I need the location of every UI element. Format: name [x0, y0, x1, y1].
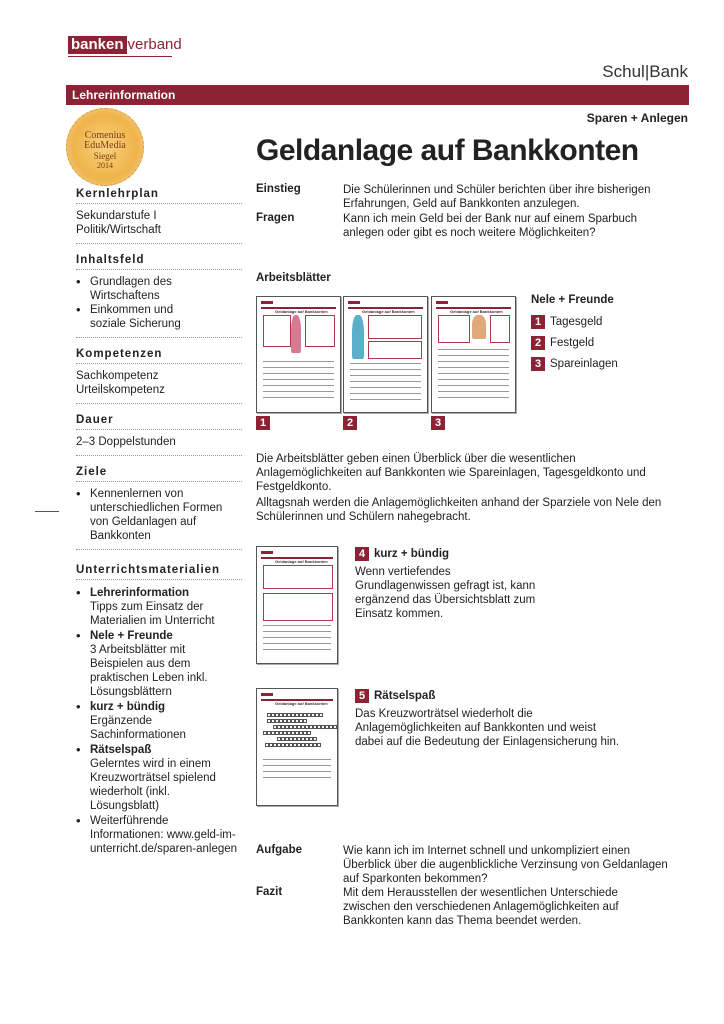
crossword-cell [317, 743, 321, 747]
list-item: • Kennenlernen von unterschiedlichen Formen von Geldanlagen auf Bankkonten [76, 487, 230, 543]
nele-item-number: 2 [531, 336, 545, 350]
raetsel-heading [355, 689, 435, 703]
worksheet-thumbnail-2 [343, 296, 428, 413]
dauer-heading: Dauer [76, 414, 242, 430]
einstieg-text: Die Schülerinnen und Schüler berichten über ihre bisherigen Erfahrungen, Geld auf Bankkonten anzulegen. [343, 184, 651, 210]
seal-line-4: 2014 [97, 161, 113, 170]
materialien-list [76, 580, 242, 862]
list-item [76, 629, 242, 699]
material-text: 3 Arbeitsblätter mit Beispielen aus dem praktischen Leben inkl. Lösungsblättern [90, 644, 208, 698]
fazit-text: Mit dem Herausstellen der wesentlichen Unterschiede zwischen den verschiedenen Anlagemöglichkeiten auf Bankkonten kann das Thema beendet werden. [343, 887, 619, 927]
logo-underline [68, 56, 172, 57]
page-title: Geldanlage auf Bankkonten [256, 134, 639, 167]
topic-label: Sparen + Anlegen [586, 111, 688, 125]
einstieg-label: Einstieg [256, 183, 301, 195]
brand-label: Schul|Bank [602, 62, 688, 81]
kernlehrplan-heading: Kernlehrplan [76, 188, 242, 204]
nele-item [531, 336, 594, 350]
thumb-title: Geldanlage auf Bankkonten [450, 309, 503, 314]
kernlehrplan-line: Sekundarstufe I [76, 210, 157, 222]
list-item: • Grundlagen des Wirtschaftens [76, 275, 190, 303]
worksheets-description: Die Arbeitsblätter geben einen Überblick über die wesentlichen Anlagemöglichkeiten auf Bankkonten wie Spareinlagen, Tagesgeldkonto und Festgeldkonto. [256, 453, 646, 493]
kompetenz-line: Sachkompetenz [76, 370, 159, 382]
thumb-number-3: 3 [431, 416, 445, 430]
nele-item-label: Spareinlagen [550, 358, 618, 370]
material-text: Gelerntes wird in einem Kreuzworträtsel spielend wiederholt (inkl. Lösungsblatt) [90, 758, 216, 812]
dauer-text: 2–3 Doppelstunden [76, 430, 242, 456]
arbeitsblaetter-label: Arbeitsblätter [256, 272, 331, 284]
material-title: Lehrerinformation [90, 587, 190, 599]
raetsel-thumbnail [256, 688, 338, 806]
nele-item-label: Festgeld [550, 337, 595, 349]
thumb-title: Geldanlage auf Bankkonten [362, 309, 415, 314]
list-item [76, 814, 242, 856]
kurz-text: Wenn vertiefendes Grundlagenwissen gefragt ist, kann ergänzend das Übersichtsblatt zum Einsatz kommen. [355, 566, 536, 620]
list-item [76, 743, 242, 813]
crossword-cell [319, 713, 323, 717]
list-item [76, 586, 242, 628]
raetsel-text: Das Kreuzworträtsel wiederholt die Anlagemöglichkeiten auf Bankkonten und weist dabei auf die Bedeutung der Einlagensicherung hin. [355, 708, 620, 748]
aufgabe-text: Wie kann ich im Internet schnell und unkompliziert einen Überblick über die augenblickliche Verzinsung von Geldanlagen auf Sparkonten bekommen? [343, 845, 668, 885]
material-title: kurz + bündig [90, 701, 166, 713]
nele-item [531, 315, 602, 329]
material-text: Weiterführende Informationen: www.geld-im-unterricht.de/sparen-anlegen [90, 815, 238, 855]
logo-part-banken: banken [68, 36, 127, 54]
aufgabe-label: Aufgabe [256, 844, 302, 856]
crossword-cell [307, 731, 311, 735]
list-item: • Einkommen und soziale Sicherung [76, 303, 200, 331]
seal-line-1: Comenius [84, 130, 126, 141]
inhaltsfeld-heading: Inhaltsfeld [76, 254, 242, 270]
section-band: Lehrerinformation [66, 85, 689, 105]
thumb-title: Geldanlage auf Bankkonten [275, 701, 328, 706]
thumb-number-1: 1 [256, 416, 270, 430]
inhaltsfeld-list [76, 270, 242, 338]
materialien-heading: Unterrichtsmaterialien [76, 564, 242, 580]
bankenverband-logo [68, 36, 182, 54]
kompetenz-line: Urteilskompetenz [76, 384, 165, 396]
seal-line-2: EduMedia [84, 140, 126, 151]
fold-mark [35, 511, 59, 512]
kernlehrplan-line: Politik/Wirtschaft [76, 224, 161, 236]
crossword-cell [303, 719, 307, 723]
kernlehrplan-text [76, 204, 242, 244]
worksheets-description-2: Alltagsnah werden die Anlagemöglichkeiten anhand der Sparziele von Nele den Schülerinnen und Schülern nahegebracht. [256, 497, 662, 523]
raetsel-number: 5 [355, 689, 369, 703]
thumb-title: Geldanlage auf Bankkonten [275, 559, 328, 564]
worksheet-thumbnail-1 [256, 296, 341, 413]
fragen-text: Kann ich mein Geld bei der Bank nur auf einem Sparbuch anlegen oder gibt es noch weitere Möglichkeiten? [343, 213, 638, 239]
fragen-label: Fragen [256, 212, 295, 224]
ziele-heading: Ziele [76, 466, 242, 482]
kurz-number: 4 [355, 547, 369, 561]
material-text: Ergänzende Sachinformationen [90, 715, 186, 741]
list-item [76, 700, 242, 742]
logo-part-verband: verband [127, 36, 182, 53]
material-text: Tipps zum Einsatz der Materialien im Unterricht [90, 601, 215, 627]
nele-heading: Nele + Freunde [531, 294, 614, 306]
kurz-title: kurz + bündig [374, 548, 450, 560]
nele-item-number: 3 [531, 357, 545, 371]
kompetenzen-text [76, 364, 242, 404]
worksheet-thumbnail-3 [431, 296, 516, 413]
fazit-label: Fazit [256, 886, 283, 898]
crossword-cell [333, 725, 337, 729]
thumb-number-2: 2 [343, 416, 357, 430]
material-title: Nele + Freunde [90, 630, 173, 642]
ziele-list [76, 482, 242, 550]
material-title: Rätselspaß [90, 744, 152, 756]
nele-item-number: 1 [531, 315, 545, 329]
kurz-buendig-thumbnail [256, 546, 338, 664]
sidebar [76, 182, 242, 862]
nele-item [531, 357, 618, 371]
crossword-cell [313, 737, 317, 741]
thumb-title: Geldanlage auf Bankkonten [275, 309, 328, 314]
nele-item-label: Tagesgeld [550, 316, 603, 328]
raetsel-title: Rätselspaß [374, 690, 436, 702]
seal-line-3: Siegel [93, 151, 117, 161]
kurz-heading [355, 547, 449, 561]
kompetenzen-heading: Kompetenzen [76, 348, 242, 364]
award-seal [66, 108, 144, 186]
